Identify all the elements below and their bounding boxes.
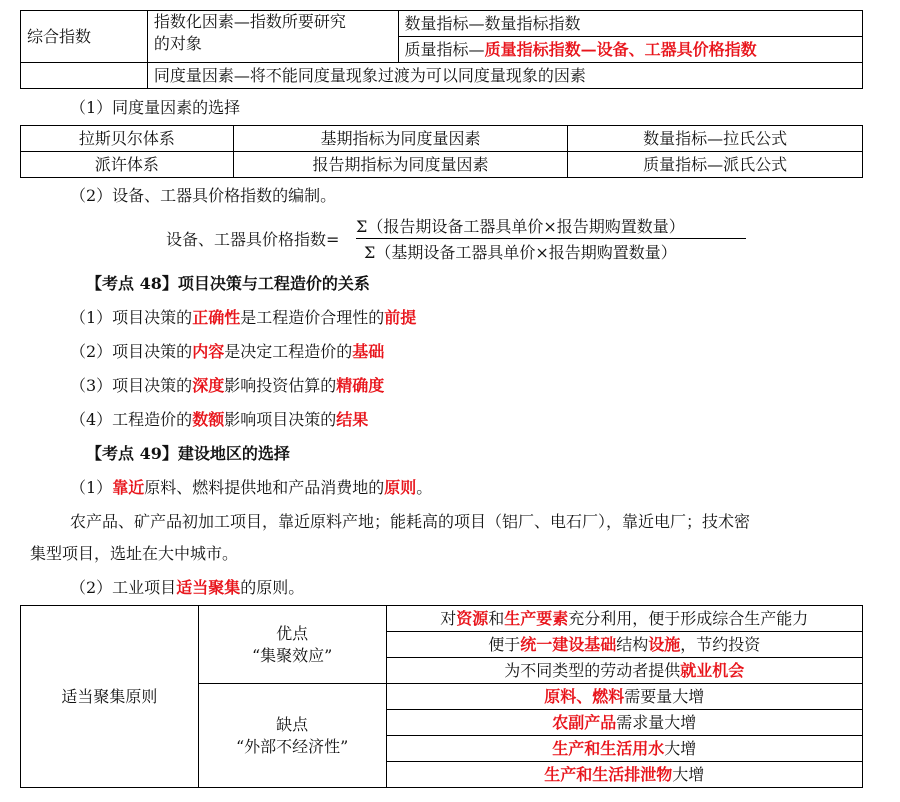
quality-highlight: 质量指标指数—设备、工器具价格指数 [484,39,757,59]
advantage-item: 为不同类型的劳动者提供就业机会 [386,658,862,684]
disadvantage-item: 原料、燃料需要量大增 [386,684,862,710]
qty-index-cell: 数量指标—数量指标指数 [398,11,862,37]
item48-4: （4）工程造价的数额影响项目决策的结果 [70,410,369,429]
paragraph-line1: 农产品、矿产品初加工项目，靠近原料产地；能耗高的项目（铝厂、电石厂），靠近电厂；技术密 [70,512,751,531]
disadvantage-item: 生产和生活排泄物大增 [386,762,862,788]
homogenizing-factor-cell: 同度量因素—将不能同度量现象过渡为可以同度量现象的因素 [147,63,862,89]
advantage-item: 便于统一建设基础结构设施，节约投资 [386,632,862,658]
advantage-title: 优点 [276,623,309,643]
table-cell: 质量指标—派氏公式 [568,152,863,178]
table-row [21,152,863,178]
item48-3: （3）项目决策的深度影响投资估算的精确度 [70,376,385,395]
table-cell: 报告期指标为同度量因素 [233,152,568,178]
table-cell: 数量指标—拉氏公式 [568,126,863,152]
aggregation-principle-table [20,605,863,788]
table-cell: 派许体系 [21,152,234,178]
formula-numerator: Σ（报告期设备工器具单价×报告期购置数量） [356,217,685,236]
advantage-cell [198,606,386,684]
advantage-subtitle: “集聚效应” [251,645,333,665]
table-cell: 基期指标为同度量因素 [233,126,568,152]
item48-1: （1）项目决策的正确性是工程造价合理性的前提 [70,308,417,327]
item49-1: （1）靠近原料、燃料提供地和产品消费地的原则。 [70,478,433,497]
disadvantage-cell [198,684,386,788]
factor-index-line2: 的对象 [153,34,202,53]
empty-cell [21,63,148,89]
table-row [21,606,863,632]
factor-index-line1: 指数化因素—指数所要研究 [153,12,346,31]
formula-label: 设备、工器具价格指数= [166,230,340,249]
item49-2: （2）工业项目适当聚集的原则。 [70,578,305,597]
table-cell: 拉斯贝尔体系 [21,126,234,152]
keypoint-48-title: 【考点 48】项目决策与工程造价的关系 [86,274,370,293]
quality-prefix: 质量指标— [404,39,485,59]
factor-index-cell [147,11,398,63]
row-header: 综合指数 [21,11,148,63]
advantage-item: 对资源和生产要素充分利用，便于形成综合生产能力 [386,606,862,632]
principle-cell: 适当聚集原则 [21,606,199,788]
disadvantage-item: 生产和生活用水大增 [386,736,862,762]
paragraph-line2: 集型项目，选址在大中城市。 [30,544,239,563]
composite-index-table [20,10,863,89]
compile-heading: （2）设备、工器具价格指数的编制。 [70,186,337,205]
quality-index-cell [398,37,862,63]
index-system-table [20,125,863,178]
keypoint-49-title: 【考点 49】建设地区的选择 [86,444,290,463]
item48-2: （2）项目决策的内容是决定工程造价的基础 [70,342,385,361]
select-heading: （1）同度量因素的选择 [70,98,241,117]
disadvantage-subtitle: “外部不经济性” [235,736,349,756]
formula-denominator: Σ（基期设备工器具单价×报告期购置数量） [364,243,677,262]
fraction-bar [356,238,746,239]
disadvantage-item: 农副产品需求量大增 [386,710,862,736]
disadvantage-title: 缺点 [276,714,309,734]
table-row [21,126,863,152]
